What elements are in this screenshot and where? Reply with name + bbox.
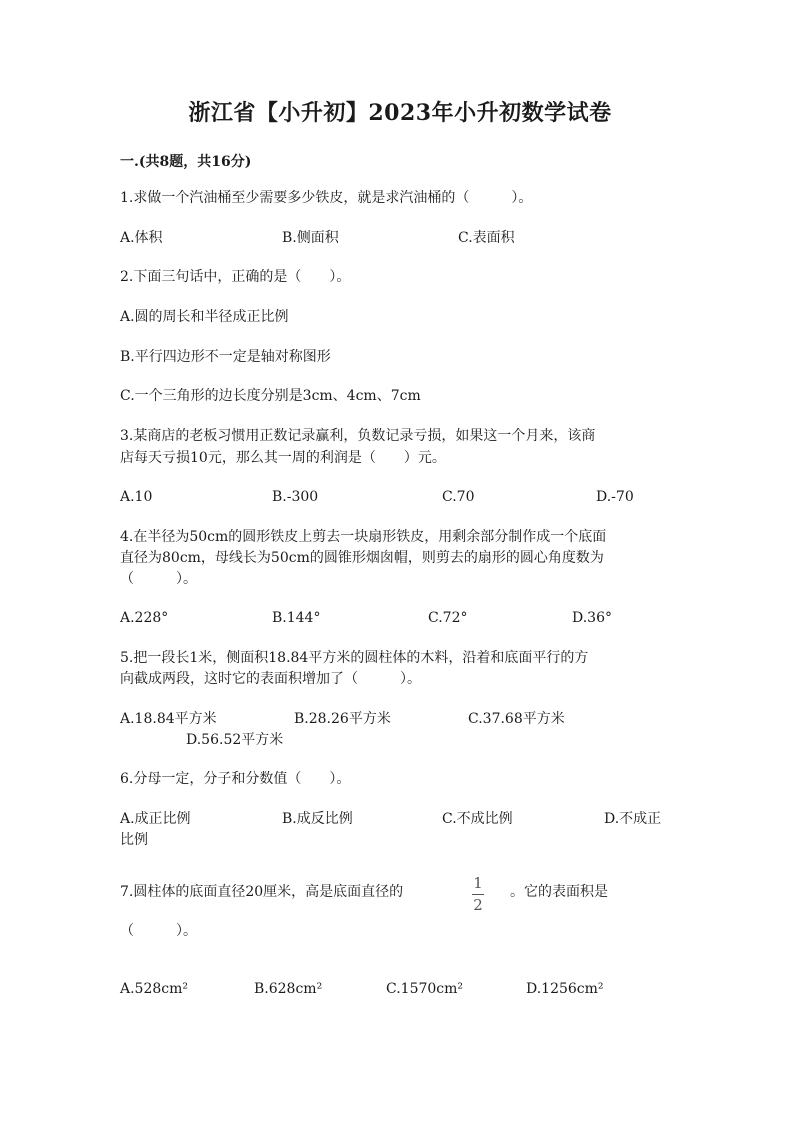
section-heading: 一.(共8题，共16分)	[120, 154, 252, 170]
question-7-option-d: D.1256cm²	[526, 981, 604, 997]
question-5-line-2: 向截成两段，这时它的表面积增加了（ ）。	[120, 671, 421, 687]
question-2-option-c: C.一个三角形的边长度分别是3cm、4cm、7cm	[120, 388, 421, 404]
question-6-option-b: B.成反比例	[282, 811, 353, 827]
question-6-option-d-wrap: 比例	[120, 832, 148, 848]
question-6-text: 6.分母一定，分子和分数值（ ）。	[120, 771, 351, 787]
question-3-option-c: C.70	[442, 489, 475, 505]
question-3-option-a: A.10	[120, 489, 153, 505]
fraction-numerator: 1	[473, 874, 483, 892]
question-4-option-a: A.228°	[120, 610, 169, 626]
question-7-line-2: （ ）。	[120, 923, 197, 939]
question-7-option-c: C.1570cm²	[386, 981, 464, 997]
question-6-option-c: C.不成比例	[442, 811, 513, 827]
question-1-option-b: B.侧面积	[282, 230, 339, 246]
question-7-option-a: A.528cm²	[120, 981, 189, 997]
question-7-fraction	[468, 876, 488, 913]
question-2-option-b: B.平行四边形不一定是轴对称图形	[120, 349, 331, 365]
question-3-line-1: 3.某商店的老板习惯用正数记录赢利，负数记录亏损，如果这一个月来，该商	[120, 428, 596, 444]
question-1-option-a: A.体积	[120, 230, 163, 246]
question-1-option-c: C.表面积	[458, 230, 515, 246]
question-4-option-b: B.144°	[272, 610, 321, 626]
question-5-option-a: A.18.84平方米	[120, 711, 217, 727]
question-1-text: 1.求做一个汽油桶至少需要多少铁皮，就是求汽油桶的（ ）。	[120, 190, 533, 206]
question-5-option-b: B.28.26平方米	[294, 711, 391, 727]
question-4-line-2: 直径为80cm，母线长为50cm的圆锥形烟囱帽，则剪去的扇形的圆心角度数为	[120, 550, 604, 566]
page-title: 浙江省【小升初】2023年小升初数学试卷	[188, 100, 612, 126]
question-4-line-3: （ ）。	[120, 571, 197, 587]
question-2-text: 2.下面三句话中，正确的是（ ）。	[120, 269, 351, 285]
question-3-line-2: 店每天亏损10元，那么其一周的利润是（ ）元。	[120, 450, 446, 466]
question-5-option-d: D.56.52平方米	[186, 732, 284, 748]
question-4-option-c: C.72°	[428, 610, 468, 626]
question-4-option-d: D.36°	[572, 610, 612, 626]
question-5-option-c: C.37.68平方米	[468, 711, 565, 727]
question-2-option-a: A.圆的周长和半径成正比例	[120, 309, 289, 325]
question-7-option-b: B.628cm²	[254, 981, 323, 997]
question-3-option-b: B.-300	[272, 489, 319, 505]
question-6-option-a: A.成正比例	[120, 811, 191, 827]
question-7-text-before-fraction: 7.圆柱体的底面直径20厘米，高是底面直径的	[120, 884, 404, 900]
fraction-bar	[472, 894, 484, 895]
question-3-option-d: D.-70	[596, 489, 634, 505]
question-4-line-1: 4.在半径为50cm的圆形铁皮上剪去一块扇形铁皮，用剩余部分制作成一个底面	[120, 529, 607, 545]
question-6-option-d: D.不成正	[604, 811, 662, 827]
fraction-denominator: 2	[473, 896, 483, 914]
question-7-text-after-fraction: 。它的表面积是	[510, 884, 608, 900]
question-5-line-1: 5.把一段长1米，侧面积18.84平方米的圆柱体的木料，沿着和底面平行的方	[120, 650, 589, 666]
